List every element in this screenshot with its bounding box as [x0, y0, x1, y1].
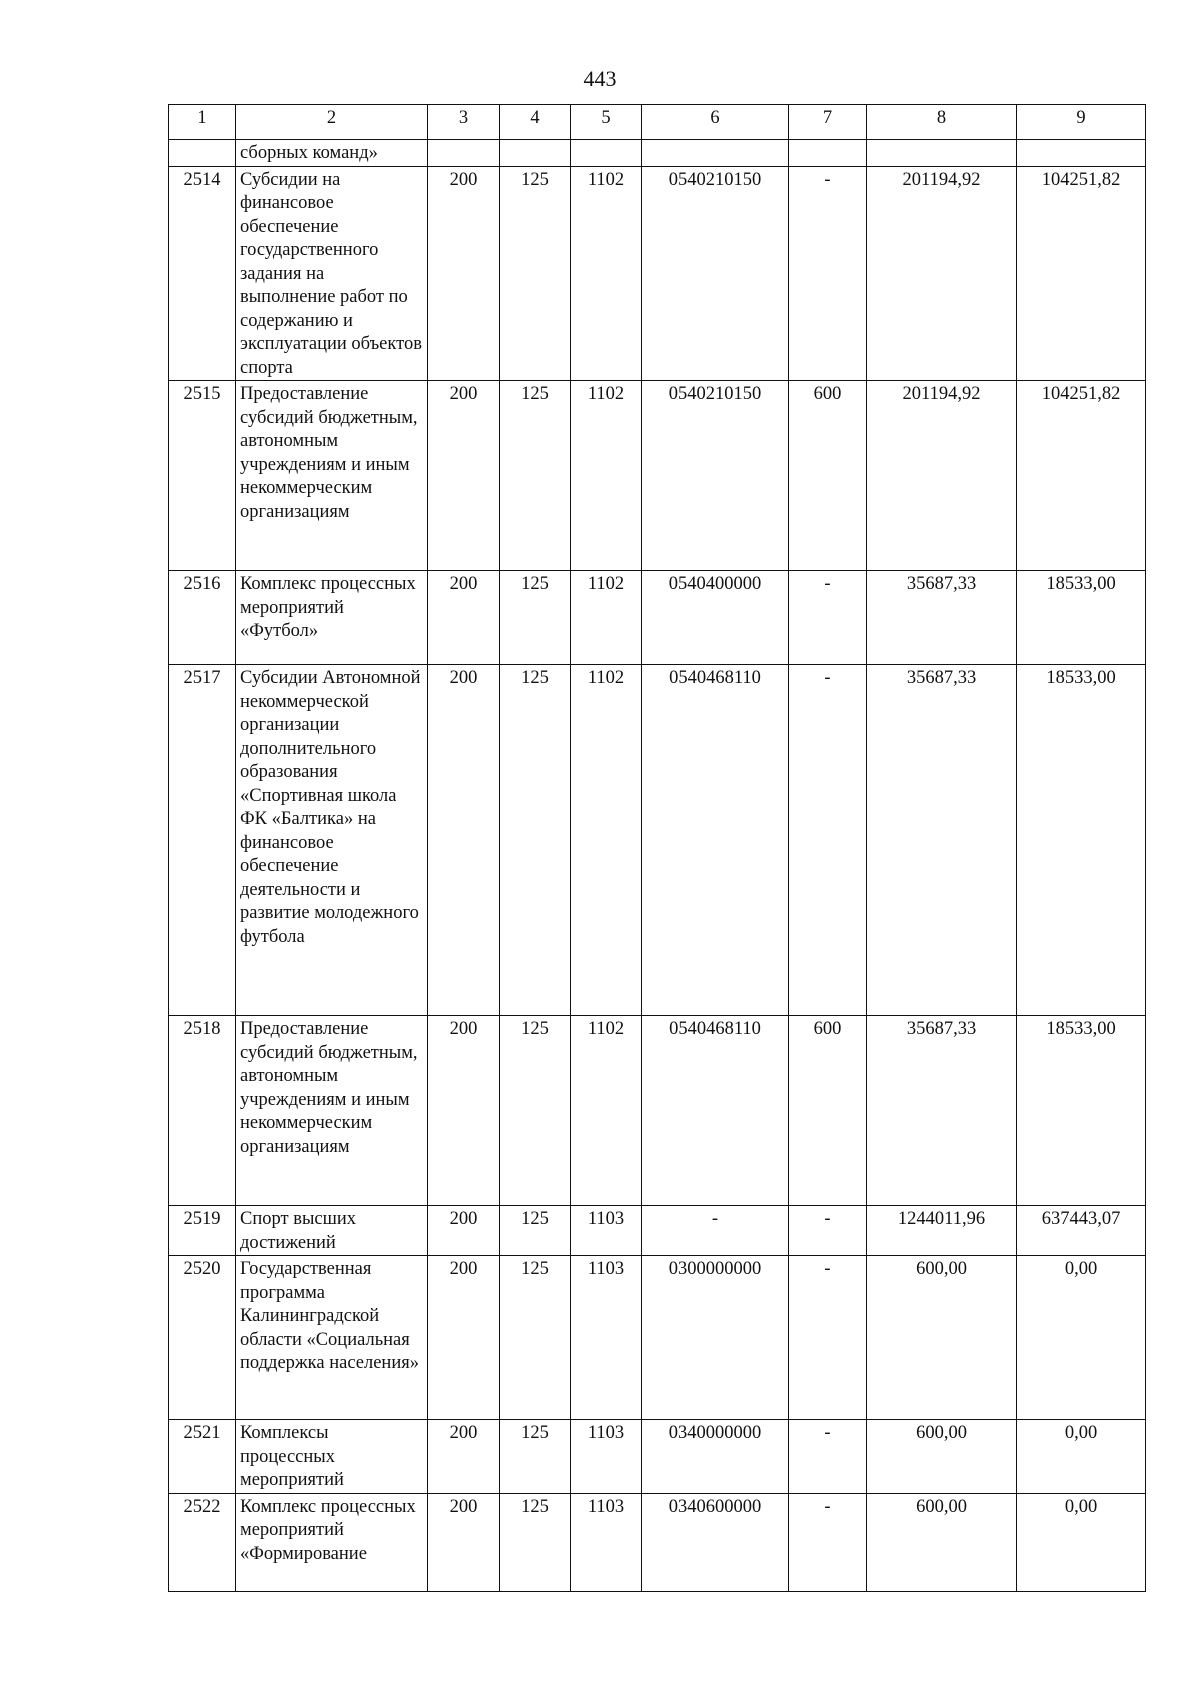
col4-cell: 125 — [500, 1016, 571, 1206]
col9-cell: 0,00 — [1017, 1256, 1146, 1420]
column-header: 1 — [169, 105, 236, 140]
col9-cell: 18533,00 — [1017, 571, 1146, 665]
budget-table — [168, 104, 1146, 1592]
col9-cell: 0,00 — [1017, 1493, 1146, 1591]
row-name-cell: Спорт высших достижений — [236, 1206, 428, 1256]
col6-cell: 0340000000 — [642, 1420, 789, 1494]
col3-cell: 200 — [428, 166, 500, 381]
col3-cell: 200 — [428, 571, 500, 665]
row-number-cell: 2515 — [169, 381, 236, 571]
row-number-cell: 2522 — [169, 1493, 236, 1591]
col4-cell: 125 — [500, 1206, 571, 1256]
header-row — [169, 105, 1146, 140]
col5-cell: 1102 — [571, 166, 642, 381]
row-name-cell: Предоставление субсидий бюджетным, автономным учреждениям и иным некоммерческим организациям — [236, 1016, 428, 1206]
col7-cell: - — [789, 665, 867, 1016]
col7-cell: - — [789, 1206, 867, 1256]
col8-cell: 600,00 — [867, 1420, 1017, 1494]
col7-cell: - — [789, 166, 867, 381]
col4-cell: 125 — [500, 166, 571, 381]
column-header: 2 — [236, 105, 428, 140]
col5-cell: 1103 — [571, 1206, 642, 1256]
col6-cell: 0540400000 — [642, 571, 789, 665]
table-row — [169, 1256, 1146, 1420]
col8-cell: 201194,92 — [867, 381, 1017, 571]
col3-cell: 200 — [428, 1420, 500, 1494]
col9-cell: 18533,00 — [1017, 665, 1146, 1016]
col3-cell: 200 — [428, 1016, 500, 1206]
row-name-cell: Предоставление субсидий бюджетным, автономным учреждениям и иным некоммерческим организациям — [236, 381, 428, 571]
col4-cell: 125 — [500, 381, 571, 571]
row-name-cell: сборных команд» — [236, 140, 428, 167]
row-name-cell: Субсидии Автономной некоммерческой организации дополнительного образования «Спортивная школа ФК «Балтика» на финансовое обеспечение деятельности и развитие молодежного футбола — [236, 665, 428, 1016]
table-row-continuation — [169, 140, 1146, 167]
column-header: 3 — [428, 105, 500, 140]
row-number-cell — [169, 140, 236, 167]
column-header: 4 — [500, 105, 571, 140]
col6-cell: 0540210150 — [642, 166, 789, 381]
column-header: 8 — [867, 105, 1017, 140]
col5-cell: 1103 — [571, 1256, 642, 1420]
row-number-cell: 2516 — [169, 571, 236, 665]
column-header: 6 — [642, 105, 789, 140]
row-number-cell: 2514 — [169, 166, 236, 381]
col8-cell: 35687,33 — [867, 665, 1017, 1016]
row-name-cell: Комплекс процессных мероприятий «Футбол» — [236, 571, 428, 665]
col9-cell: 0,00 — [1017, 1420, 1146, 1494]
col6-cell: 0540468110 — [642, 1016, 789, 1206]
col3-cell: 200 — [428, 1256, 500, 1420]
col6-cell: 0540210150 — [642, 381, 789, 571]
row-name-cell: Субсидии на финансовое обеспечение государственного задания на выполнение работ по содержанию и эксплуатации объектов спорта — [236, 166, 428, 381]
col9-cell: 104251,82 — [1017, 166, 1146, 381]
col6-cell: - — [642, 1206, 789, 1256]
col6-cell: 0340600000 — [642, 1493, 789, 1591]
column-header: 9 — [1017, 105, 1146, 140]
row-name-cell: Комплексы процессных мероприятий — [236, 1420, 428, 1494]
col6-cell: 0300000000 — [642, 1256, 789, 1420]
row-number-cell: 2520 — [169, 1256, 236, 1420]
col8-cell: 201194,92 — [867, 166, 1017, 381]
col4-cell: 125 — [500, 571, 571, 665]
column-header: 7 — [789, 105, 867, 140]
table-row — [169, 571, 1146, 665]
col3-cell: 200 — [428, 1493, 500, 1591]
col3-cell: 200 — [428, 381, 500, 571]
col6-cell: 0540468110 — [642, 665, 789, 1016]
table-row — [169, 381, 1146, 571]
col5-cell: 1102 — [571, 1016, 642, 1206]
col8-cell: 600,00 — [867, 1493, 1017, 1591]
col8-cell: 35687,33 — [867, 571, 1017, 665]
col7-cell: - — [789, 571, 867, 665]
col9-cell: 637443,07 — [1017, 1206, 1146, 1256]
col5-cell: 1102 — [571, 381, 642, 571]
table-row — [169, 1420, 1146, 1494]
col5-cell: 1102 — [571, 665, 642, 1016]
col5-cell: 1103 — [571, 1493, 642, 1591]
row-number-cell: 2518 — [169, 1016, 236, 1206]
col8-cell: 1244011,96 — [867, 1206, 1017, 1256]
row-name-cell: Комплекс процессных мероприятий «Формирование — [236, 1493, 428, 1591]
row-number-cell: 2521 — [169, 1420, 236, 1494]
row-name-cell: Государственная программа Калининградской области «Социальная поддержка населения» — [236, 1256, 428, 1420]
col7-cell: 600 — [789, 1016, 867, 1206]
col9-cell: 104251,82 — [1017, 381, 1146, 571]
col8-cell: 35687,33 — [867, 1016, 1017, 1206]
col5-cell: 1103 — [571, 1420, 642, 1494]
col4-cell: 125 — [500, 1256, 571, 1420]
col7-cell: - — [789, 1420, 867, 1494]
row-number-cell: 2519 — [169, 1206, 236, 1256]
col5-cell: 1102 — [571, 571, 642, 665]
col9-cell: 18533,00 — [1017, 1016, 1146, 1206]
table-row — [169, 1016, 1146, 1206]
column-header: 5 — [571, 105, 642, 140]
col7-cell: 600 — [789, 381, 867, 571]
table-row — [169, 665, 1146, 1016]
col3-cell: 200 — [428, 1206, 500, 1256]
col4-cell: 125 — [500, 1420, 571, 1494]
col4-cell: 125 — [500, 665, 571, 1016]
col4-cell: 125 — [500, 1493, 571, 1591]
col3-cell: 200 — [428, 665, 500, 1016]
table-row — [169, 1206, 1146, 1256]
page-number: 443 — [583, 66, 617, 91]
table-row — [169, 1493, 1146, 1591]
col8-cell: 600,00 — [867, 1256, 1017, 1420]
row-number-cell: 2517 — [169, 665, 236, 1016]
table-row — [169, 166, 1146, 381]
col7-cell: - — [789, 1493, 867, 1591]
col7-cell: - — [789, 1256, 867, 1420]
